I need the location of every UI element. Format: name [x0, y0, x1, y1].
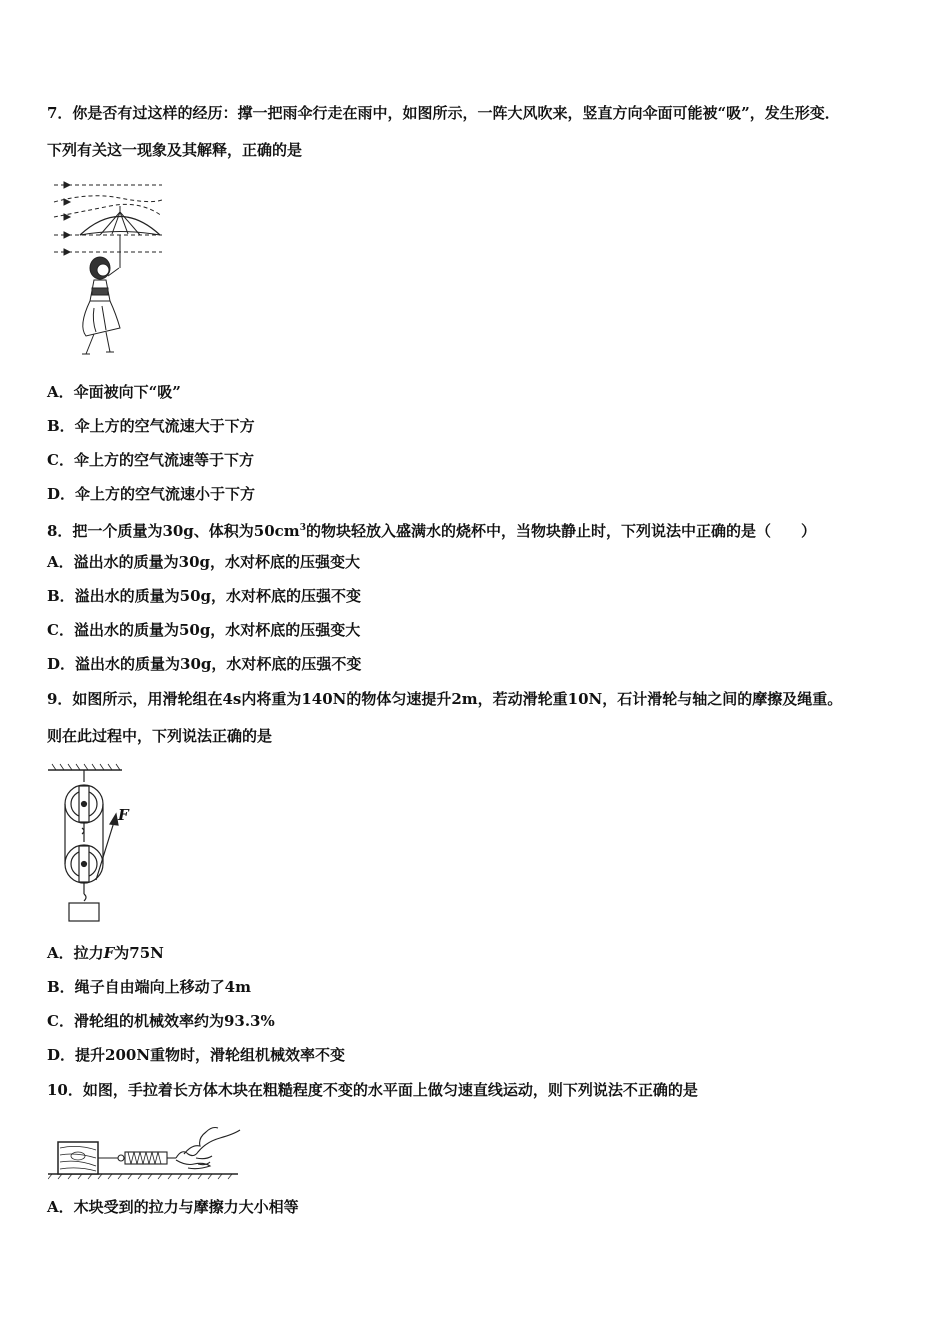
- q7-option-a: A．伞面被向下“吸”: [47, 383, 181, 401]
- q7-stem-line2: 下列有关这一现象及其解释，正确的是: [47, 141, 303, 159]
- q8-option-c: C．溢出水的质量为50g，水对杯底的压强变大: [47, 621, 361, 639]
- q9-option-d: D．提升200N重物时，滑轮组机械效率不变: [47, 1046, 346, 1064]
- q10-stem: 10．如图，手拉着长方体木块在粗糙程度不变的水平面上做匀速直线运动，则下列说法不正确的是: [47, 1081, 698, 1099]
- q8-stem-superscript: 3: [299, 523, 306, 533]
- q8-stem-part1: 8．把一个质量为30g、体积为50cm: [47, 522, 300, 540]
- wood-block-spring-figure: [48, 1114, 242, 1180]
- force-label: F: [118, 806, 129, 824]
- q10-option-a: A．木块受到的拉力与摩擦力大小相等: [47, 1198, 299, 1216]
- q9-stem-line2: 则在此过程中，下列说法正确的是: [47, 727, 273, 745]
- q9-stem-line1: 9．如图所示，用滑轮组在4s内将重为140N的物体匀速提升2m，若动滑轮重10N，石计滑轮与轴之间的摩擦及绳重。: [47, 690, 843, 708]
- q7-option-d: D．伞上方的空气流速小于下方: [47, 485, 256, 503]
- q9-option-c: C．滑轮组的机械效率约为93.3%: [47, 1012, 275, 1030]
- q7-stem-line1: 7．你是否有过这样的经历：撑一把雨伞行走在雨中，如图所示，一阵大风吹来，竖直方向伞面可能被“吸”，发生形变．: [47, 104, 840, 122]
- q7-option-b: B．伞上方的空气流速大于下方: [47, 417, 255, 435]
- q9-option-a-post: 为75N: [114, 944, 164, 962]
- q8-stem: [47, 518, 816, 541]
- q9-option-a: [47, 943, 164, 963]
- q8-option-a: A．溢出水的质量为30g，水对杯底的压强变大: [47, 553, 361, 571]
- q9-option-b: B．绳子自由端向上移动了4m: [47, 978, 251, 996]
- q8-option-d: D．溢出水的质量为30g，水对杯底的压强不变: [47, 655, 362, 673]
- q9-option-a-var: F: [103, 944, 115, 962]
- q8-option-b: B．溢出水的质量为50g，水对杯底的压强不变: [47, 587, 362, 605]
- umbrella-wind-figure: [50, 176, 165, 360]
- q7-option-c: C．伞上方的空气流速等于下方: [47, 451, 254, 469]
- pulley-system-figure: [46, 762, 146, 924]
- q8-stem-part2: 的物块轻放入盛满水的烧杯中，当物块静止时，下列说法中正确的是（ ）: [305, 522, 816, 540]
- q9-option-a-pre: A．拉力: [47, 944, 104, 962]
